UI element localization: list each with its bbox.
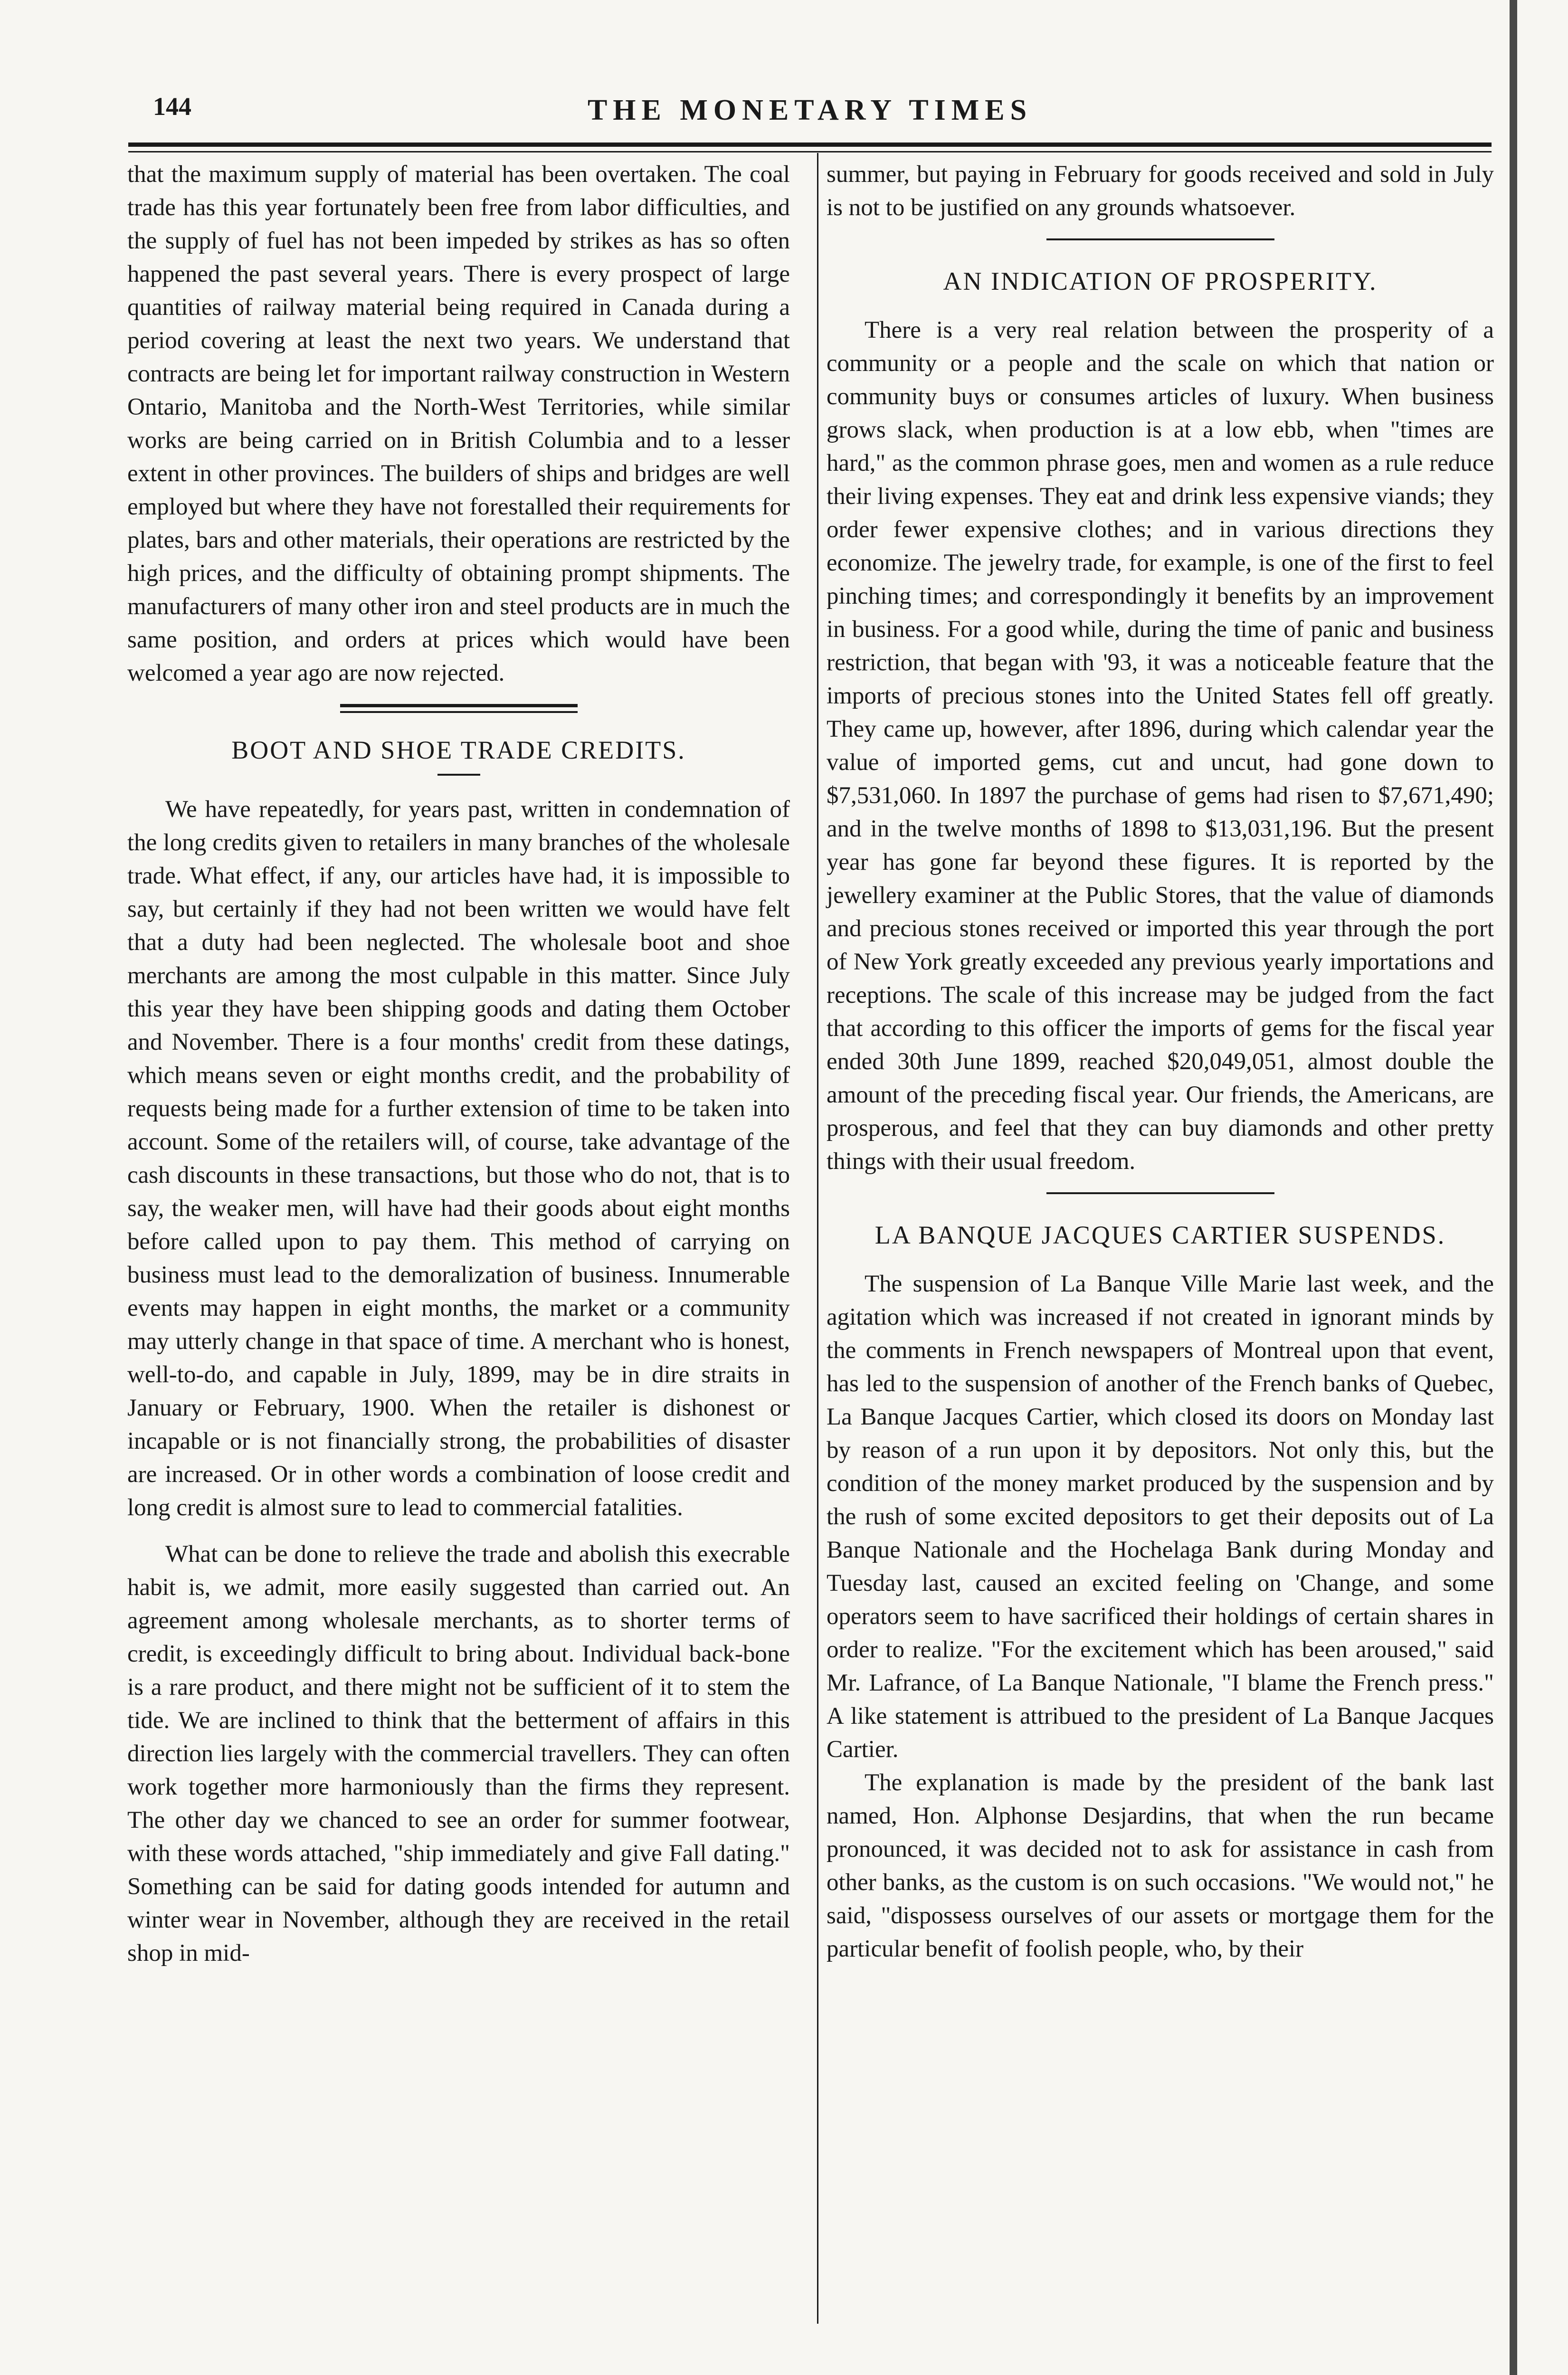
right-column (827, 158, 1494, 1966)
article-paragraph: What can be done to relieve the trade and abolish this execrable habit is, we admit, more easily suggested than carried out. An agreement among wholesale merchants, as to shorter terms of credit, is exceedingly difficult to bring about. Individual back-bone is a rare product, and there might not be sufficient of it to stem the tide. We are inclined to think that the betterment of affairs in this direction lies largely with the commercial travellers. They can often work together more harmoniously than the firms they represent. The other day we chanced to see an order for summer footwear, with these words attached, "ship immediately and give Fall dating." Something can be said for dating goods intended for autumn and winter wear in November, although they are received in the retail shop in mid- (127, 1541, 790, 1966)
article-title-boot-shoe: BOOT AND SHOE TRADE CREDITS. (231, 736, 686, 764)
page-number: 144 (153, 92, 191, 121)
header-rule-thin (128, 151, 1492, 152)
article-paragraph: There is a very real relation between the prosperity of a community or a people and the scale on which that nation or community buys or consumes articles of luxury. When business grows slack, when production is at a low ebb, when "times are hard," as the common phrase goes, men and women as a rule reduce their living expenses. They eat and drink less expensive viands; they order fewer expensive clothes; and in various directions they economize. The jewelry trade, for example, is one of the first to feel pinching times; and correspondingly it benefits by an improvement in business. For a good while, during the time of panic and business restriction, that began with '93, it was a noticeable feature that the imports of precious stones into the United States fell off greatly. They came up, however, after 1896, during which calendar year the value of imported gems, cut and uncut, had gone down to $7,531,060. In 1897 the purchase of gems had risen to $7,671,490; and in the twelve months of 1898 to $13,031,196. But the present year has gone far beyond these figures. It is reported by the jewellery examiner at the Public Stores, that the value of diamonds and precious stones received or imported this year through the port of New York greatly exceeded any previous yearly importations and receptions. The scale of this increase may be judged from the fact that according to this officer the imports of gems for the fiscal year ended 30th June 1899, reached $20,049,051, almost double the amount of the preceding fiscal year. Our friends, the Americans, are prosperous, and feel that they can buy diamonds and other pretty things with their usual freedom. (827, 317, 1494, 1175)
article-separator (340, 704, 578, 713)
continuation-paragraph: summer, but paying in February for goods received and sold in July is not to be justified on any grounds whatsoever. (827, 161, 1494, 221)
article-paragraph: The explanation is made by the president of the bank last named, Hon. Alphonse Desjardins, that when the run became pronounced, it was decided not to ask for assistance in cash from other banks, as the custom is on such occasions. "We would not," he said, "dispossess ourselves of our assets or mortgage them for the particular benefit of foolish people, who, by their (827, 1769, 1494, 1962)
article-separator (1046, 238, 1274, 244)
left-column (127, 158, 790, 1970)
column-divider (817, 153, 818, 2324)
article-paragraph: The suspension of La Banque Ville Marie last week, and the agitation which was increased if not created in ignorant minds by the comments in French newspapers of Montreal upon that event, has led to the suspension of another of the French banks of Quebec, La Banque Jacques Cartier, which closed its doors on Monday last by reason of a run upon it by depositors. Not only this, but the condition of the money market produced by the suspension and by the rush of some excited depositors to get their deposits out of La Banque Nationale and the Hochelaga Bank during Monday and Tuesday last, caused an excited feeling on 'Change, and some operators seem to have sacrificed their holdings of certain shares in order to realize. "For the excitement which has been aroused," said Mr. Lafrance, of La Banque Nationale, "I blame the French press." A like statement is attribued to the president of La Banque Jacques Cartier. (827, 1271, 1494, 1763)
page-binding-edge (1510, 0, 1517, 2375)
header-rule-thick (128, 142, 1492, 147)
intro-paragraph: that the maximum supply of material has been overtaken. The coal trade has this year fortunately been free from labor difficulties, and the supply of fuel has not been impeded by strikes as has so often happened the past several years. There is every prospect of large quantities of railway material being required in Canada during a period covering at least the next two years. We understand that contracts are being let for important railway construction in Western Ontario, Manitoba and the North-West Territories, while similar works are being carried on in British Columbia and to a lesser extent in other provinces. The builders of ships and bridges are well employed but where they have not forestalled their requirements for plates, bars and other materials, their operations are restricted by the high prices, and the difficulty of obtaining prompt shipments. The manufacturers of many other iron and steel products are in much the same position, and orders at prices which would have been welcomed a year ago are now rejected. (127, 161, 790, 686)
article-title-prosperity: AN INDICATION OF PROSPERITY. (943, 267, 1378, 295)
page-header (128, 83, 1492, 131)
masthead-title: THE MONETARY TIMES (587, 94, 1033, 126)
article-separator (1046, 1192, 1274, 1198)
article-title-banque: LA BANQUE JACQUES CARTIER SUSPENDS. (874, 1221, 1446, 1249)
title-dash (437, 774, 480, 776)
article-paragraph: We have repeatedly, for years past, written in condemnation of the long credits given to retailers in many branches of the wholesale trade. What effect, if any, our articles have had, it is impossible to say, but certainly if they had not been written we would have felt that a duty had been neglected. The wholesale boot and shoe merchants are among the most culpable in this matter. Since July this year they have been shipping goods and dating them October and November. There is a four months' credit from these datings, which means seven or eight months credit, and the probability of requests being made for a further extension of time to be taken into account. Some of the retailers will, of course, take advantage of the cash discounts in these transactions, but those who do not, that is to say, the weaker men, will have had their goods about eight months before called upon to pay them. This method of carrying on business must lead to the demoralization of business. Innumerable events may happen in eight months, the market or a community may utterly change in that space of time. A merchant who is honest, well-to-do, and capable in July, 1899, may be in dire straits in January or February, 1900. When the retailer is dishonest or incapable or is not financially strong, the probabilities of disaster are increased. Or in other words a combination of loose credit and long credit is almost sure to lead to commercial fatalities. (127, 796, 790, 1521)
